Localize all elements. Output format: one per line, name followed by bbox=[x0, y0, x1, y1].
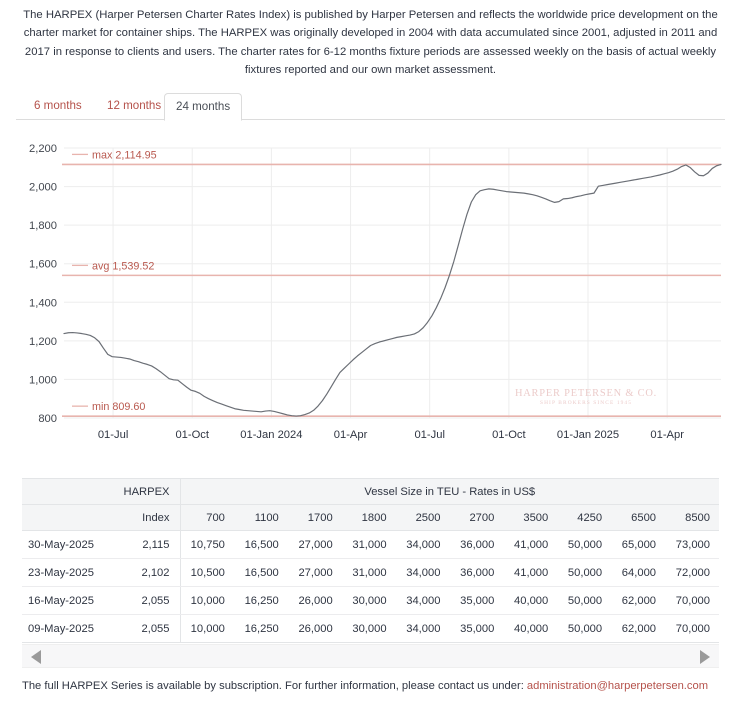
cell-rate-700: 10,000 bbox=[180, 615, 234, 643]
x-axis-label-1: 01-Oct bbox=[175, 429, 210, 441]
cell-index: 2,055 bbox=[118, 587, 180, 615]
sub-header-size-2700: 2700 bbox=[449, 505, 503, 531]
cell-rate-2700: 36,000 bbox=[449, 559, 503, 587]
x-axis-label-4: 01-Jul bbox=[414, 429, 445, 441]
table-row[interactable] bbox=[22, 587, 719, 615]
cell-rate-8500: 70,000 bbox=[665, 587, 719, 615]
period-tabs bbox=[16, 93, 725, 120]
sub-header-size-4250: 4250 bbox=[557, 505, 611, 531]
table-group-header-row bbox=[22, 479, 719, 505]
cell-rate-1100: 16,250 bbox=[234, 587, 288, 615]
scroll-left-arrow-icon[interactable] bbox=[31, 650, 41, 664]
sub-header-size-2500: 2500 bbox=[396, 505, 450, 531]
cell-rate-1100: 16,500 bbox=[234, 559, 288, 587]
sub-header-size-1100: 1100 bbox=[234, 505, 288, 531]
cell-rate-3500: 41,000 bbox=[503, 559, 557, 587]
cell-index: 2,055 bbox=[118, 615, 180, 643]
cell-rate-6500: 65,000 bbox=[611, 531, 665, 559]
cell-date: 30-May-2025 bbox=[22, 531, 118, 559]
y-axis-label-1400: 1,400 bbox=[29, 297, 57, 310]
cell-rate-1700: 26,000 bbox=[288, 615, 342, 643]
cell-rate-1800: 30,000 bbox=[342, 587, 396, 615]
x-axis-label-2: 01-Jan 2024 bbox=[240, 429, 303, 441]
cell-rate-2500: 34,000 bbox=[396, 531, 450, 559]
table-sub-header-row bbox=[22, 505, 719, 531]
cell-rate-700: 10,500 bbox=[180, 559, 234, 587]
chart-canvas bbox=[16, 126, 725, 456]
y-axis-label-1800: 1,800 bbox=[29, 220, 57, 233]
cell-rate-1800: 30,000 bbox=[342, 615, 396, 643]
cell-index: 2,115 bbox=[118, 531, 180, 559]
cell-date: 09-May-2025 bbox=[22, 615, 118, 643]
x-axis-label-5: 01-Oct bbox=[492, 429, 526, 441]
group-header-blank bbox=[22, 479, 118, 505]
cell-rate-2500: 34,000 bbox=[396, 615, 450, 643]
watermark-tagline: SHIP BROKERS SINCE 1945 bbox=[539, 400, 633, 406]
table-body bbox=[22, 531, 719, 643]
x-axis-label-0: 01-Jul bbox=[97, 429, 129, 441]
sub-header-size-6500: 6500 bbox=[611, 505, 665, 531]
y-axis-label-800: 800 bbox=[38, 413, 57, 425]
table-head bbox=[22, 479, 719, 531]
x-axis-label-7: 01-Apr bbox=[650, 429, 684, 441]
cell-rate-1700: 27,000 bbox=[288, 531, 342, 559]
footer-note bbox=[22, 680, 719, 692]
annotation-label-0: max 2,114.95 bbox=[92, 149, 157, 162]
sub-header-index: Index bbox=[118, 505, 180, 531]
cell-rate-2700: 35,000 bbox=[449, 615, 503, 643]
footer-text: The full HARPEX Series is available by subscription. For further information, please contact us under: bbox=[22, 680, 527, 692]
cell-rate-3500: 40,000 bbox=[503, 615, 557, 643]
y-axis-label-2200: 2,200 bbox=[29, 143, 57, 155]
watermark-company-name: HARPER PETERSEN & CO. bbox=[514, 388, 658, 399]
cell-rate-8500: 72,000 bbox=[665, 559, 719, 587]
group-header-vessel-size: Vessel Size in TEU - Rates in US$ bbox=[180, 479, 719, 505]
sub-header-size-1800: 1800 bbox=[342, 505, 396, 531]
table-row[interactable] bbox=[22, 559, 719, 587]
cell-rate-2700: 36,000 bbox=[449, 531, 503, 559]
cell-rate-3500: 41,000 bbox=[503, 531, 557, 559]
cell-rate-1100: 16,250 bbox=[234, 615, 288, 643]
annotation-label-1: avg 1,539.52 bbox=[92, 260, 155, 273]
table-scroller[interactable] bbox=[22, 644, 719, 668]
sub-header-size-8500: 8500 bbox=[665, 505, 719, 531]
cell-rate-2500: 34,000 bbox=[396, 559, 450, 587]
x-axis-label-6: 01-Jan 2025 bbox=[556, 429, 620, 441]
cell-rate-8500: 70,000 bbox=[665, 615, 719, 643]
cell-rate-700: 10,000 bbox=[180, 587, 234, 615]
cell-rate-4250: 50,000 bbox=[557, 531, 611, 559]
harpex-series-line bbox=[64, 164, 721, 416]
cell-rate-6500: 62,000 bbox=[611, 587, 665, 615]
sub-header-size-3500: 3500 bbox=[503, 505, 557, 531]
x-axis-label-3: 01-Apr bbox=[333, 429, 368, 441]
contact-email-link[interactable]: administration@harperpetersen.com bbox=[526, 680, 709, 692]
y-axis-label-1200: 1,200 bbox=[29, 335, 57, 348]
cell-rate-1800: 31,000 bbox=[342, 559, 396, 587]
y-axis-label-1000: 1,000 bbox=[29, 374, 57, 387]
cell-rate-3500: 40,000 bbox=[503, 587, 557, 615]
cell-rate-8500: 73,000 bbox=[665, 531, 719, 559]
harpex-chart bbox=[16, 126, 725, 456]
sub-header-date bbox=[22, 505, 118, 531]
cell-rate-4250: 50,000 bbox=[557, 559, 611, 587]
cell-rate-1700: 26,000 bbox=[288, 587, 342, 615]
y-axis-label-2000: 2,000 bbox=[29, 181, 57, 194]
cell-rate-1800: 31,000 bbox=[342, 531, 396, 559]
tab-24-months[interactable]: 24 months bbox=[164, 93, 242, 121]
table-row[interactable] bbox=[22, 615, 719, 643]
cell-rate-4250: 50,000 bbox=[557, 615, 611, 643]
group-header-harpex: HARPEX bbox=[118, 479, 180, 505]
cell-rate-4250: 50,000 bbox=[557, 587, 611, 615]
tab-6-months[interactable]: 6 months bbox=[34, 99, 82, 112]
cell-rate-2700: 35,000 bbox=[449, 587, 503, 615]
cell-rate-2500: 34,000 bbox=[396, 587, 450, 615]
cell-rate-1700: 27,000 bbox=[288, 559, 342, 587]
cell-rate-6500: 64,000 bbox=[611, 559, 665, 587]
tab-12-months[interactable]: 12 months bbox=[107, 99, 162, 112]
sub-header-size-1700: 1700 bbox=[288, 505, 342, 531]
cell-rate-6500: 62,000 bbox=[611, 615, 665, 643]
rates-table-wrap bbox=[22, 478, 719, 643]
annotation-label-2: min 809.60 bbox=[92, 401, 146, 414]
cell-rate-1100: 16,500 bbox=[234, 531, 288, 559]
cell-index: 2,102 bbox=[118, 559, 180, 587]
y-axis-label-1600: 1,600 bbox=[29, 258, 57, 271]
scroll-right-arrow-icon[interactable] bbox=[700, 650, 710, 664]
sub-header-size-700: 700 bbox=[180, 505, 234, 531]
table-row[interactable] bbox=[22, 531, 719, 559]
cell-date: 16-May-2025 bbox=[22, 587, 118, 615]
intro-paragraph: The HARPEX (Harper Petersen Charter Rates Index) is published by Harper Petersen and reflects the worldwide price development on the charter market for container ships. The HARPEX was originally developed in 2004 with data accumulated since 2001, adjusted in 2011 and 2017 in response to clients and users. The charter rates for 6-12 months fixture periods are assessed weekly on the basis of actual weekly fixtures reported and our own market assessment. bbox=[23, 9, 718, 76]
cell-date: 23-May-2025 bbox=[22, 559, 118, 587]
cell-rate-700: 10,750 bbox=[180, 531, 234, 559]
rates-table bbox=[22, 478, 719, 643]
